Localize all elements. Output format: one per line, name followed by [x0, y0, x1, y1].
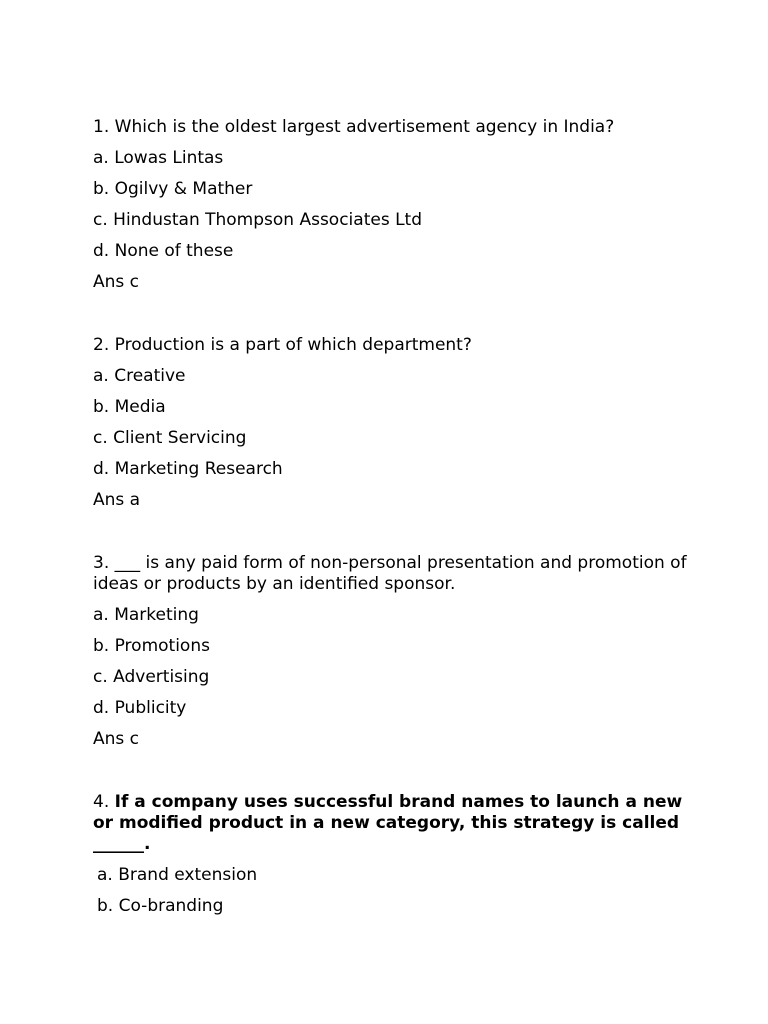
option-d: d. Publicity: [93, 698, 187, 718]
option-c: c. Hindustan Thompson Associates Ltd: [93, 210, 423, 230]
option-d: d. None of these: [93, 241, 234, 261]
option-a: a. Brand extension: [97, 865, 258, 885]
option-c: c. Client Servicing: [93, 428, 247, 448]
question-prompt: ___ is any paid form of non-personal presentation and promotion of ideas or products by an identified sponsor.: [93, 553, 687, 594]
question-3: [93, 553, 693, 750]
option-b: b. Ogilvy & Mather: [93, 179, 253, 199]
answer: Ans c: [93, 272, 140, 292]
question-2: [93, 335, 693, 511]
question-prompt: Which is the oldest largest advertisement agency in India?: [114, 117, 615, 137]
quiz-document: [93, 117, 693, 917]
question-4-text: [93, 792, 693, 855]
option-b: b. Media: [93, 397, 166, 417]
question-2-text: [93, 335, 693, 356]
question-number: 3.: [93, 553, 110, 573]
option-a: a. Creative: [93, 366, 186, 386]
option-a: a. Lowas Lintas: [93, 148, 224, 168]
question-prompt: Production is a part of which department?: [114, 335, 472, 355]
option-d: d. Marketing Research: [93, 459, 283, 479]
option-a: a. Marketing: [93, 605, 199, 625]
question-number: 2.: [93, 335, 110, 355]
option-b: b. Co-branding: [97, 896, 224, 916]
answer: Ans a: [93, 490, 141, 510]
question-number: 4.: [93, 792, 110, 812]
option-b: b. Promotions: [93, 636, 210, 656]
question-3-text: [93, 553, 693, 595]
question-1-text: [93, 117, 693, 138]
question-4: [93, 792, 693, 917]
answer: Ans c: [93, 729, 140, 749]
question-1: [93, 117, 693, 293]
question-number: 1.: [93, 117, 110, 137]
question-prompt: If a company uses successful brand names to launch a new or modified product in a new category, this strategy is called ______.: [93, 792, 683, 854]
option-c: c. Advertising: [93, 667, 210, 687]
